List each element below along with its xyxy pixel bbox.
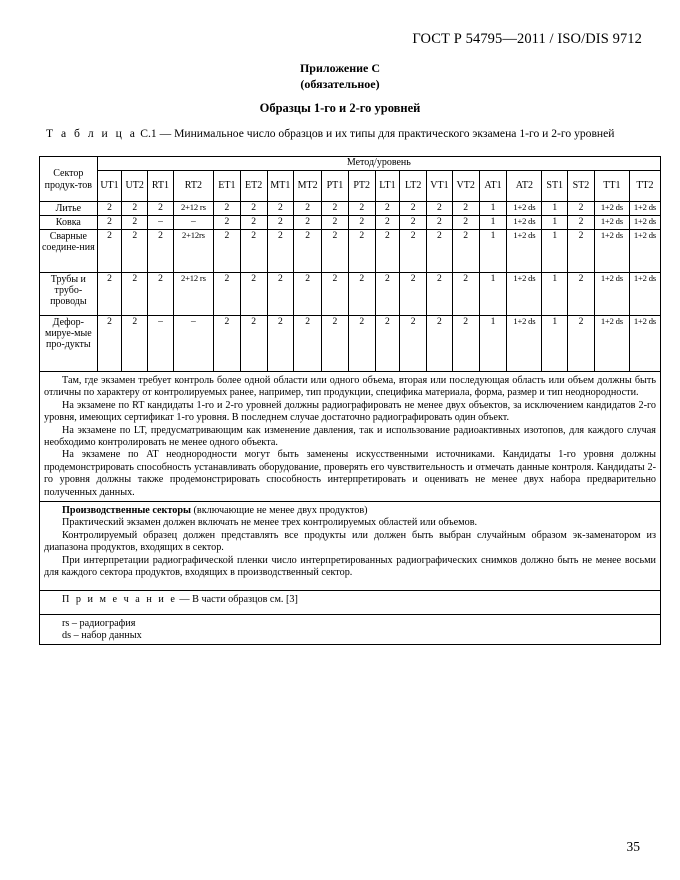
- general-notes-row: [40, 372, 661, 502]
- value-cell: 2: [148, 202, 174, 216]
- value-cell: 2: [213, 273, 240, 316]
- method-header-cell: RT2: [173, 171, 213, 202]
- method-header-cell: MT2: [294, 171, 322, 202]
- legend-row: [40, 614, 661, 645]
- sectors-title: Производственные секторы: [62, 505, 191, 517]
- method-header-cell: ST2: [568, 171, 595, 202]
- value-cell: 1+2 ds: [507, 216, 542, 230]
- value-cell: 2: [122, 273, 148, 316]
- value-cell: 1+2 ds: [507, 316, 542, 372]
- value-cell: –: [173, 216, 213, 230]
- sector-cell: Дефор-мируе-мые про-дукты: [40, 316, 98, 372]
- value-cell: 1+2 ds: [507, 230, 542, 273]
- value-cell: 2: [97, 216, 122, 230]
- value-cell: –: [173, 316, 213, 372]
- value-cell: 1+2 ds: [594, 216, 629, 230]
- value-cell: 2: [427, 273, 453, 316]
- method-header-cell: UT2: [122, 171, 148, 202]
- standard-header: ГОСТ Р 54795—2011 / ISO/DIS 9712: [412, 31, 642, 47]
- appendix-status: (обязательное): [300, 77, 380, 91]
- legend: [40, 614, 661, 645]
- sector-cell: Ковка: [40, 216, 98, 230]
- value-cell: 2: [568, 202, 595, 216]
- value-cell: 2: [375, 230, 400, 273]
- sector-cell: Трубы и трубо-проводы: [40, 273, 98, 316]
- table-row: [40, 216, 661, 230]
- value-cell: 2: [375, 273, 400, 316]
- method-header-cell: ET2: [240, 171, 267, 202]
- value-cell: 2: [375, 202, 400, 216]
- value-cell: 2: [213, 316, 240, 372]
- value-cell: 2+12rs: [173, 230, 213, 273]
- method-header-cell: PT1: [322, 171, 349, 202]
- value-cell: 2: [452, 316, 479, 372]
- table-caption: [46, 127, 661, 140]
- value-cell: 2: [427, 202, 453, 216]
- method-header-cell: TT1: [594, 171, 629, 202]
- value-cell: 2: [267, 216, 294, 230]
- value-cell: 2: [122, 216, 148, 230]
- value-cell: 2: [568, 273, 595, 316]
- value-cell: 2: [452, 202, 479, 216]
- value-cell: 2: [375, 316, 400, 372]
- value-cell: 2: [122, 202, 148, 216]
- value-cell: 1: [542, 230, 568, 273]
- samples-table: [39, 156, 661, 645]
- value-cell: 2: [213, 230, 240, 273]
- note-prefix: П р и м е ч а н и е: [62, 593, 177, 605]
- value-cell: 1+2 ds: [629, 316, 660, 372]
- value-cell: 2: [122, 316, 148, 372]
- appendix-title: Приложение С: [299, 61, 381, 75]
- value-cell: 2: [400, 230, 427, 273]
- table-row: [40, 202, 661, 216]
- value-cell: –: [148, 316, 174, 372]
- method-header-cell: MT1: [267, 171, 294, 202]
- value-cell: 2: [240, 202, 267, 216]
- sector-cell: Сварные соедине-ния: [40, 230, 98, 273]
- appendix-heading: Образцы 1-го и 2-го уровней: [259, 101, 421, 115]
- value-cell: 1: [542, 316, 568, 372]
- value-cell: 2: [294, 273, 322, 316]
- value-cell: 2: [148, 273, 174, 316]
- note-paragraph: Практический экзамен должен включать не менее трех контролируемых областей или объемов.: [62, 517, 478, 529]
- method-header-cell: LT1: [375, 171, 400, 202]
- value-cell: 2: [568, 216, 595, 230]
- value-cell: 2: [348, 216, 375, 230]
- value-cell: 2: [267, 316, 294, 372]
- table-note-row: [40, 590, 661, 614]
- value-cell: 2: [400, 316, 427, 372]
- legend-item: ds – набор данных: [62, 629, 142, 641]
- value-cell: 2+12 rs: [173, 273, 213, 316]
- value-cell: 2: [348, 202, 375, 216]
- method-header-cell: ST1: [542, 171, 568, 202]
- value-cell: 2: [267, 202, 294, 216]
- method-header-cell: UT1: [97, 171, 122, 202]
- value-cell: 2: [322, 230, 349, 273]
- value-cell: 2: [452, 230, 479, 273]
- value-cell: 2: [568, 316, 595, 372]
- method-header-cell: PT2: [348, 171, 375, 202]
- value-cell: 2: [322, 273, 349, 316]
- value-cell: 2+12 rs: [173, 202, 213, 216]
- method-header-cell: VT1: [427, 171, 453, 202]
- general-notes: [40, 372, 661, 502]
- value-cell: 2: [400, 216, 427, 230]
- value-cell: 2: [427, 230, 453, 273]
- value-cell: 1+2 ds: [594, 202, 629, 216]
- value-cell: 2: [122, 230, 148, 273]
- value-cell: 1: [542, 202, 568, 216]
- value-cell: 1+2 ds: [594, 316, 629, 372]
- sectors-title-suffix: (включающие не менее двух продуктов): [190, 505, 368, 517]
- table-row: [40, 230, 661, 273]
- method-header-cell: VT2: [452, 171, 479, 202]
- value-cell: –: [148, 216, 174, 230]
- value-cell: 2: [452, 216, 479, 230]
- value-cell: 2: [427, 216, 453, 230]
- table-row: [40, 273, 661, 316]
- method-header-cell: RT1: [148, 171, 174, 202]
- caption-text: С.1 — Минимальное число образцов и их типы для практического экзамена 1-го и 2-го уровней: [137, 127, 615, 140]
- sector-cell: Литье: [40, 202, 98, 216]
- sector-notes: [40, 502, 661, 590]
- value-cell: 1+2 ds: [594, 230, 629, 273]
- value-cell: 2: [452, 273, 479, 316]
- sectors-heading: [44, 505, 656, 517]
- note-paragraph: При интерпретации радиографической пленки число интерпретированных радиографических снимков должно быть не менее восьми для каждого сектора продуктов, входящих в производственный сектор.: [44, 554, 656, 579]
- value-cell: 1: [479, 216, 507, 230]
- value-cell: 2: [97, 202, 122, 216]
- page-number: 35: [626, 839, 640, 854]
- value-cell: 2: [427, 316, 453, 372]
- value-cell: 2: [213, 216, 240, 230]
- value-cell: 2: [148, 230, 174, 273]
- value-cell: 2: [400, 202, 427, 216]
- note-paragraph: На экзамене по RT кандидаты 1-го и 2-го уровней должны радиографировать не менее двух объектов, за исключением кандидатов 2-го уровня, имеющих сертификат 1-го уровня. В последнем случае достаточно радиографировать один объект.: [44, 399, 656, 424]
- value-cell: 1: [479, 316, 507, 372]
- value-cell: 2: [322, 316, 349, 372]
- method-header-cell: AT1: [479, 171, 507, 202]
- value-cell: 2: [240, 230, 267, 273]
- sector-notes-row: [40, 502, 661, 590]
- value-cell: 2: [240, 273, 267, 316]
- note-paragraph: На экзамене по LT, предусматривающим как изменение давления, так и использование радиоактивных изотопов, для каждого случая необходимо контролировать не менее одного объекта.: [44, 424, 656, 449]
- value-cell: 1: [479, 230, 507, 273]
- method-header-cell: TT2: [629, 171, 660, 202]
- note-text: — В части образцов см. [3]: [176, 593, 298, 605]
- value-cell: 1: [479, 202, 507, 216]
- value-cell: 2: [348, 230, 375, 273]
- value-cell: 1+2 ds: [507, 273, 542, 316]
- legend-item: rs – радиография: [62, 617, 136, 629]
- value-cell: 2: [240, 316, 267, 372]
- value-cell: 2: [294, 216, 322, 230]
- note-paragraph: На экзамене по AT неоднородности могут быть заменены искусственными источниками. Кандидаты 1-го уровня должны продемонстрировать способность устанавливать оборудование, проверять его чувствительность и отмечать данные контроля. Кандидаты 2-го уровня должны также продемонстрировать способность интерпретировать и оценивать не менее двух набора предварительно полученных данных.: [44, 449, 656, 498]
- sector-header: Сектор продук-тов: [40, 157, 98, 202]
- value-cell: 2: [213, 202, 240, 216]
- value-cell: 2: [322, 202, 349, 216]
- table-row: [40, 316, 661, 372]
- value-cell: 2: [294, 316, 322, 372]
- value-cell: 1+2 ds: [507, 202, 542, 216]
- value-cell: 2: [348, 273, 375, 316]
- value-cell: 2: [294, 230, 322, 273]
- method-header-cell: LT2: [400, 171, 427, 202]
- value-cell: 1+2 ds: [629, 230, 660, 273]
- caption-prefix: Т а б л и ц а: [46, 127, 138, 140]
- value-cell: 1+2 ds: [629, 273, 660, 316]
- value-cell: 1+2 ds: [629, 202, 660, 216]
- method-header: Метод/уровень: [97, 157, 660, 171]
- value-cell: 2: [400, 273, 427, 316]
- value-cell: 1: [542, 273, 568, 316]
- value-cell: 2: [97, 316, 122, 372]
- value-cell: 2: [375, 216, 400, 230]
- value-cell: 2: [97, 230, 122, 273]
- value-cell: 2: [97, 273, 122, 316]
- table-note: [40, 590, 661, 614]
- value-cell: 1+2 ds: [629, 216, 660, 230]
- value-cell: 2: [322, 216, 349, 230]
- method-header-cell: ET1: [213, 171, 240, 202]
- value-cell: 1+2 ds: [594, 273, 629, 316]
- value-cell: 2: [348, 316, 375, 372]
- value-cell: 1: [479, 273, 507, 316]
- note-paragraph: Контролируемый образец должен представлять все продукты или должен быть выбран случайным образом эк-заменатором из диапазона продуктов, входящих в сектор.: [44, 529, 656, 554]
- value-cell: 2: [568, 230, 595, 273]
- value-cell: 2: [267, 230, 294, 273]
- value-cell: 2: [267, 273, 294, 316]
- value-cell: 1: [542, 216, 568, 230]
- note-paragraph: Там, где экзамен требует контроль более одной области или одного объема, вторая или последующая область или объем должны быть отличны по характеру от контролируемых ранее, например, тип продукции, специфика материала, форма, размер и тип неоднородности.: [44, 375, 656, 399]
- method-header-cell: AT2: [507, 171, 542, 202]
- value-cell: 2: [294, 202, 322, 216]
- value-cell: 2: [240, 216, 267, 230]
